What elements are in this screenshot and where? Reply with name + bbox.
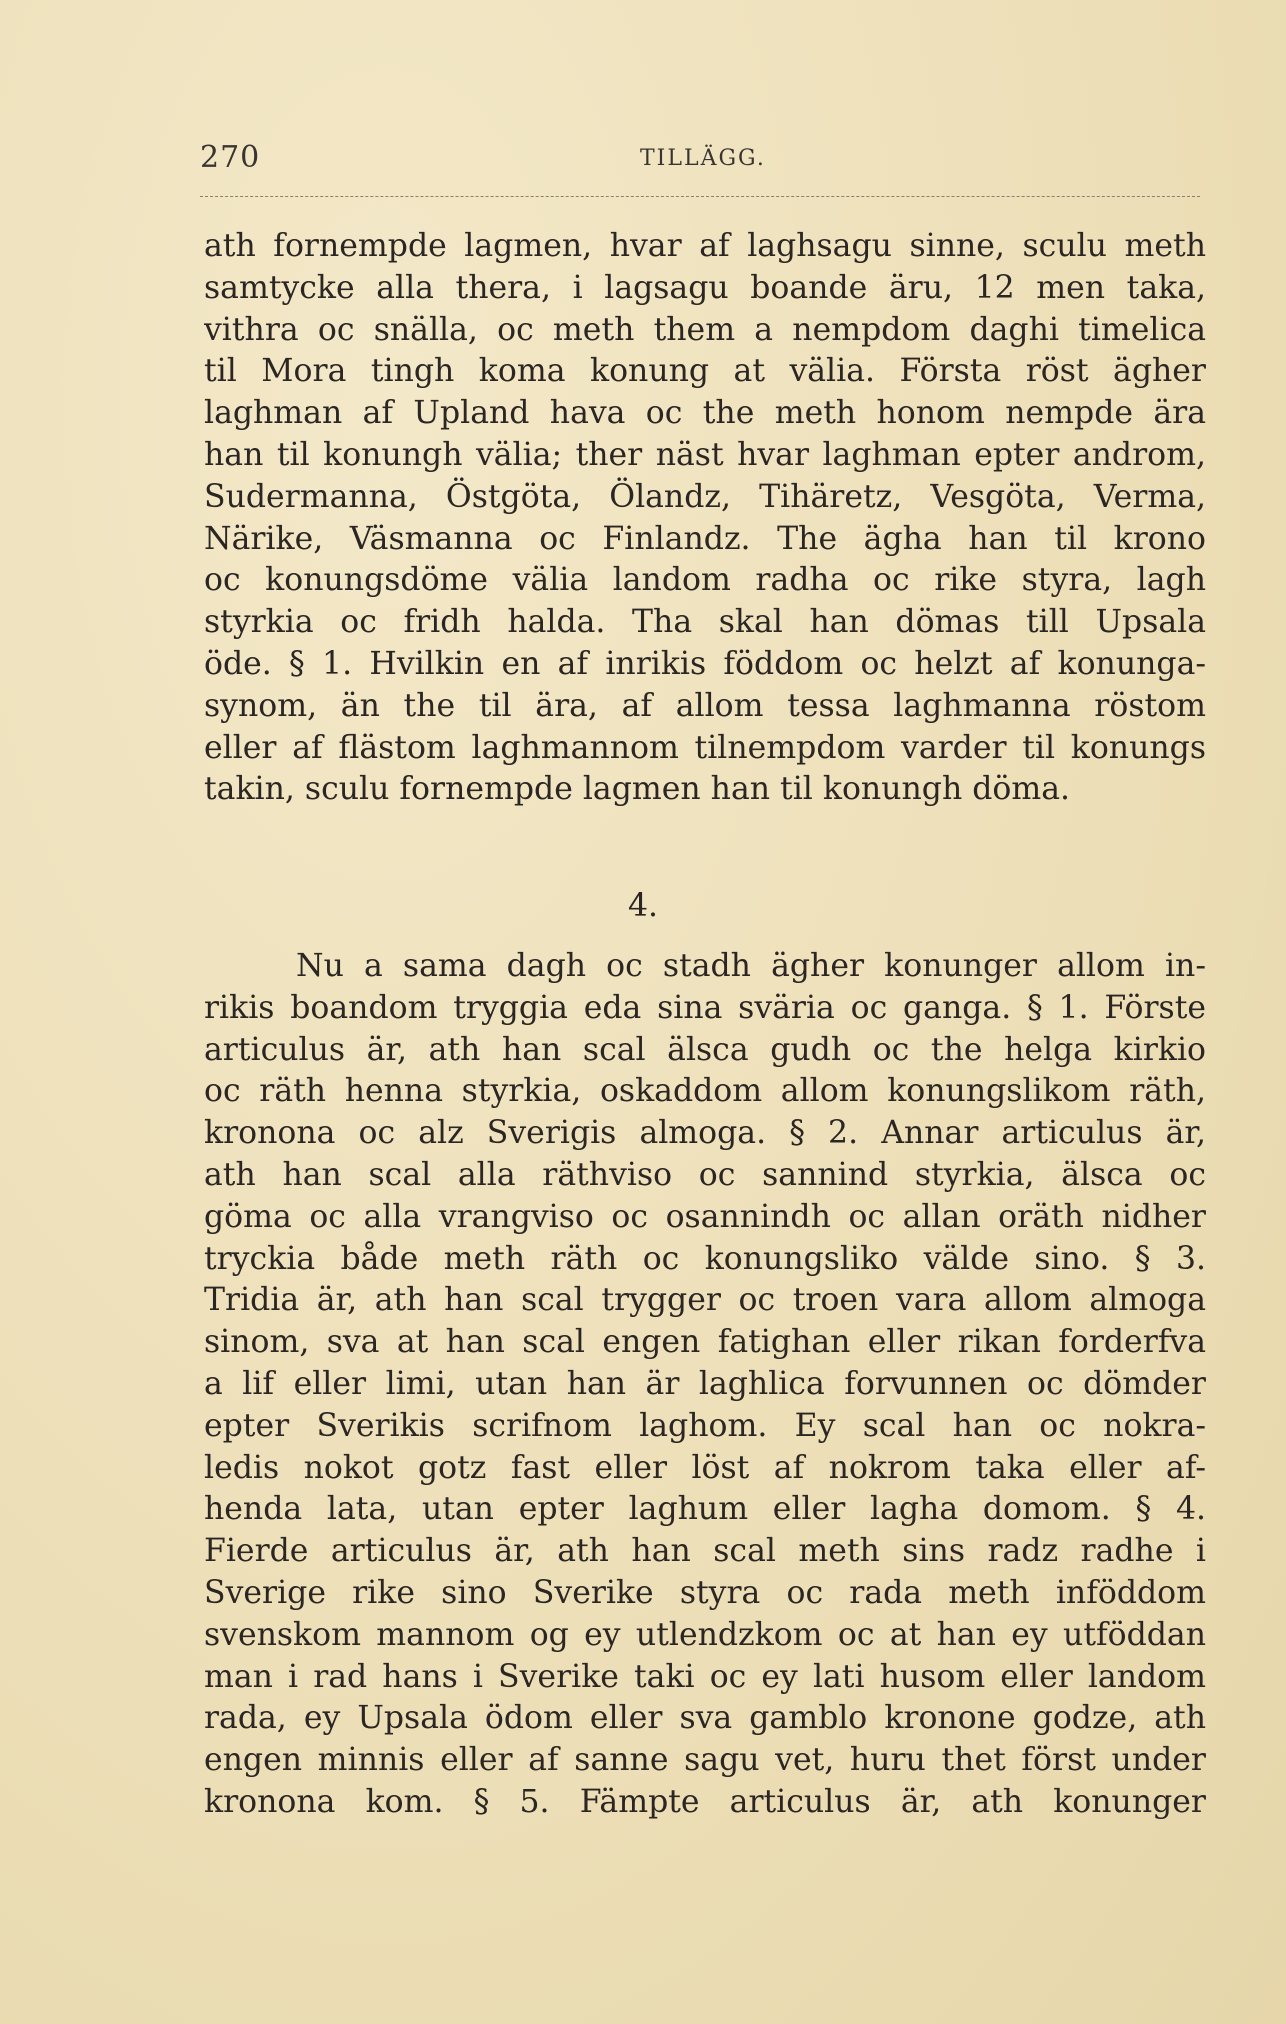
text-line: man i rad hans i Sverike taki oc ey lati husom eller landom — [204, 1658, 1206, 1695]
page-number: 270 — [200, 140, 261, 175]
text-line: ath fornempde lagmen, hvar af laghsagu sinne, sculu meth — [204, 228, 1206, 264]
text-line: styrkia oc fridh halda. Tha skal han dömas till Upsala — [204, 604, 1206, 641]
text-line: takin, sculu fornempde lagmen han til konungh döma. — [204, 771, 1071, 808]
text-line: göma oc alla vrangviso oc osannindh oc allan oräth nidher — [204, 1198, 1206, 1235]
text-line: oc räth henna styrkia, oskaddom allom konungslikom räth, — [204, 1073, 1206, 1110]
text-line: eller af flästom laghmannom tilnempdom varder til konungs — [204, 729, 1206, 766]
text-line: samtycke alla thera, i lagsagu boande äru, 12 men taka, — [204, 269, 1206, 306]
text-line: laghman af Upland hava oc the meth honom nempde ära — [204, 395, 1206, 432]
text-line: svenskom mannom og ey utlendzkom oc at han ey utföddan — [204, 1616, 1206, 1653]
text-line: Fierde articulus är, ath han scal meth sins radz radhe i — [204, 1533, 1206, 1570]
text-line: kronona oc alz Sverigis almoga. § 2. Annar articulus är, — [204, 1115, 1206, 1152]
text-line: han til konungh välia; ther näst hvar laghman epter androm, — [204, 436, 1206, 473]
running-head — [200, 140, 1200, 188]
text-line: kronona kom. § 5. Fämpte articulus är, ath konunger — [204, 1783, 1206, 1820]
header-rule — [200, 196, 1200, 197]
text-line: tryckia både meth räth oc konungsliko välde sino. § 3. — [204, 1240, 1206, 1277]
paragraph-1 — [204, 226, 1206, 811]
text-line: articulus är, ath han scal älsca gudh oc the helga kirkio — [204, 1031, 1206, 1068]
text-line: synom, än the til ära, af allom tessa laghmanna röstom — [204, 687, 1206, 724]
section-number: 4. — [627, 888, 659, 924]
text-line: epter Sverikis scrifnom laghom. Ey scal han oc nokra- — [204, 1407, 1206, 1444]
text-line: Tridia är, ath han scal trygger oc troen vara allom almoga — [204, 1282, 1206, 1319]
text-line: vithra oc snälla, oc meth them a nempdom daghi timelica — [204, 311, 1206, 348]
paragraph-2 — [204, 946, 1206, 1824]
text-line: a lif eller limi, utan han är laghlica forvunnen oc dömder — [204, 1365, 1206, 1402]
text-line: Sverige rike sino Sverike styra oc rada meth inföddom — [204, 1574, 1206, 1611]
running-title: TILLÄGG. — [640, 146, 766, 171]
text-line: rikis boandom tryggia eda sina sväria oc ganga. § 1. Förste — [204, 989, 1206, 1026]
text-line: ledis nokot gotz fast eller löst af nokrom taka eller af- — [204, 1449, 1206, 1486]
text-line: sinom, sva at han scal engen fatighan eller rikan forderfva — [204, 1324, 1206, 1361]
text-line: oc konungsdöme välia landom radha oc rike styra, lagh — [204, 562, 1206, 599]
text-line: Närike, Väsmanna oc Finlandz. The ägha han til krono — [204, 520, 1206, 557]
text-line: Sudermanna, Östgöta, Ölandz, Tihäretz, Vesgöta, Verma, — [204, 478, 1206, 515]
text-line: ath han scal alla räthviso oc sannind styrkia, älsca oc — [204, 1156, 1206, 1193]
text-line: öde. § 1. Hvilkin en af inrikis föddom oc helzt af konunga- — [204, 645, 1206, 682]
text-line: rada, ey Upsala ödom eller sva gamblo kronone godze, ath — [204, 1700, 1206, 1737]
text-line: Nu a sama dagh oc stadh ägher konunger allom in- — [296, 948, 1206, 984]
text-line: henda lata, utan epter laghum eller lagha domom. § 4. — [204, 1491, 1206, 1528]
text-line: til Mora tingh koma konung at välia. Första röst ägher — [204, 353, 1206, 390]
text-line: engen minnis eller af sanne sagu vet, huru thet först under — [204, 1742, 1206, 1779]
